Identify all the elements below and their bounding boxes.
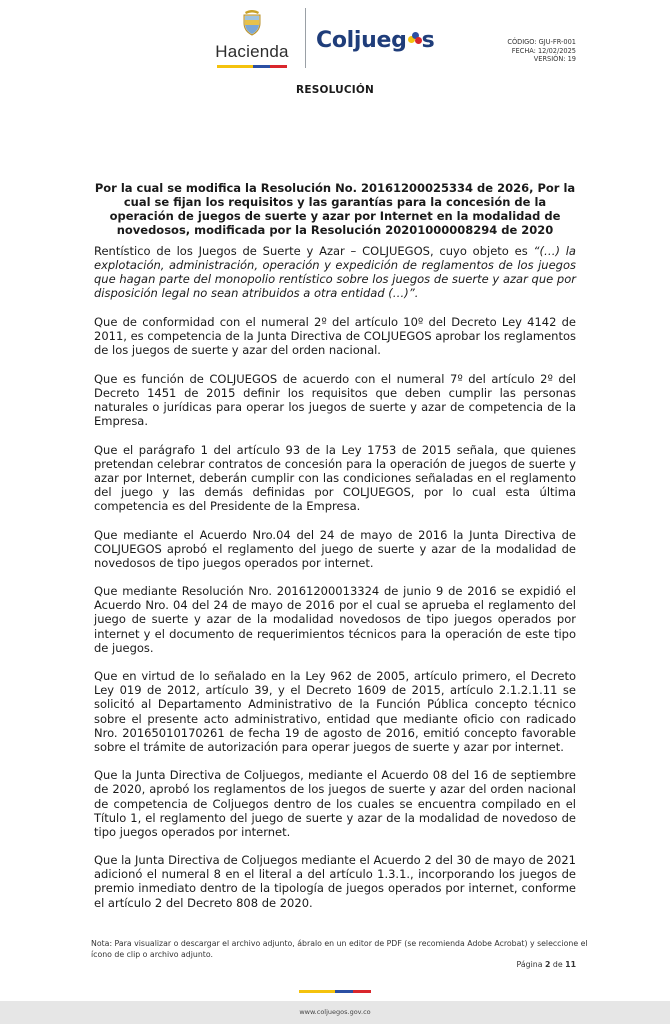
page-number bbox=[517, 960, 576, 969]
page-word: Página bbox=[516, 960, 543, 969]
coljuegos-logo bbox=[316, 28, 434, 53]
footer-website-link[interactable]: www.coljuegos.gov.co bbox=[299, 1008, 371, 1016]
footer-flag-stripe bbox=[299, 990, 371, 993]
header-divider bbox=[305, 8, 306, 68]
page-current: 2 bbox=[544, 960, 551, 969]
coat-of-arms-icon bbox=[239, 8, 265, 36]
hacienda-name: Hacienda bbox=[215, 42, 289, 61]
page-total: 11 bbox=[565, 960, 576, 969]
document-metadata bbox=[507, 38, 576, 64]
page-of: de bbox=[552, 960, 563, 969]
coljuegos-suffix: s bbox=[421, 28, 435, 53]
document-body bbox=[94, 244, 576, 924]
paragraph: Que la Junta Directiva de Coljuegos, mediante el Acuerdo 08 del 16 de septiembre de 2020, aprobó los reglamentos de los juegos de suerte y azar del orden nacional de competencia de Coljuegos dentro de los cuales se encuentra compilado en el Título 1, el reglamento del juego de suerte y azar de la modalidad de novedoso de tipo juegos operados por internet. bbox=[94, 768, 576, 839]
hacienda-logo bbox=[206, 8, 298, 70]
paragraph: Que mediante Resolución Nro. 20161200013324 de junio 9 de 2016 se expidió el Acuerdo Nro. 04 del 24 de mayo de 2016 por el cual se aprueba el reglamento del juego de suerte y azar de la modalidad novedosos de tipo juegos operados por internet y el documento de requerimientos técnicos para la operación de este tipo de juegos. bbox=[94, 584, 576, 655]
coljuegos-name: Coljueg bbox=[316, 28, 407, 53]
paragraph: Que mediante el Acuerdo Nro.04 del 24 de mayo de 2016 la Junta Directiva de COLJUEGOS aprobó el reglamento del juego de suerte y azar de la modalidad de novedosos de tipo juegos operados por internet. bbox=[94, 527, 576, 570]
document-type-label: RESOLUCIÓN bbox=[296, 84, 374, 96]
paragraph: Que es función de COLJUEGOS de acuerdo con el numeral 7º del artículo 2º del Decreto 1451 de 2015 definir los requisitos que deben cumplir las personas naturales o jurídicas para operar los juegos de suerte y azar de competencia de la Empresa. bbox=[94, 371, 576, 428]
document-version: VERSIÓN: 19 bbox=[533, 55, 576, 64]
paragraph: Que el parágrafo 1 del artículo 93 de la Ley 1753 de 2015 señala, que quienes pretendan celebrar contratos de concesión para la operación de juegos de suerte y azar por Internet, deberán cumplir con las condiciones señaladas en el reglamento del juego y las demás definidas por COLJUEGOS, por lo cual esta última competencia es del Presidente de la Empresa. bbox=[94, 442, 576, 513]
quoted-text: “(…) la explotación, administración, operación y expedición de reglamentos de los juegos que hagan parte del monopolio rentístico sobre los juegos de suerte y azar que por disposición legal no sean atribuidos a otra entidad (…)”. bbox=[94, 244, 576, 301]
attachment-note: Nota: Para visualizar o descargar el archivo adjunto, ábralo en un editor de PDF (se recomienda Adobe Acrobat) y seleccione el ícono de clip o archivo adjunto. bbox=[91, 939, 588, 959]
coljuegos-dots-icon bbox=[408, 31, 422, 45]
document-date: FECHA: 12/02/2025 bbox=[511, 46, 576, 55]
paragraph: Que de conformidad con el numeral 2º del artículo 10º del Decreto Ley 4142 de 2011, es competencia de la Junta Directiva de COLJUEGOS aprobar los reglamentos de los juegos de suerte y azar del orden nacional. bbox=[94, 314, 576, 358]
paragraph-text: Rentístico de los Juegos de Suerte y Azar – COLJUEGOS, cuyo objeto es bbox=[94, 244, 534, 258]
colombia-flag-stripe bbox=[217, 65, 287, 68]
paragraph bbox=[94, 244, 576, 300]
paragraph: Que en virtud de lo señalado en la Ley 962 de 2005, artículo primero, el Decreto Ley 019 de 2012, artículo 39, y el Decreto 1609 de 2015, artículo 2.1.2.1.11 se solicitó al Departamento Administrativo de la Función Pública concepto técnico sobre el presente acto administrativo, entidad que mediante oficio con radicado Nro. 20165010170261 de fecha 19 de agosto de 2016, emitió concepto favorable sobre el trámite de autorización para operar juegos de suerte y azar por internet. bbox=[94, 669, 576, 754]
resolution-title: Por la cual se modifica la Resolución No. 20161200025334 de 2026, Por la cual se fijan los requisitos y las garantías para la concesión de la operación de juegos de suerte y azar por Internet en la modalidad de novedosos, modificada por la Resolución 20201000008294 de 2020 bbox=[94, 181, 576, 237]
paragraph: Que la Junta Directiva de Coljuegos mediante el Acuerdo 2 del 30 de mayo de 2021 adicionó el numeral 8 en el literal a del artículo 1.3.1., incorporando los juegos de premio inmediato dentro de la tipología de juegos operados por internet, conforme el artículo 2 del Decreto 808 de 2020. bbox=[94, 853, 576, 910]
document-code: CÓDIGO: GJU-FR-001 bbox=[507, 38, 576, 46]
